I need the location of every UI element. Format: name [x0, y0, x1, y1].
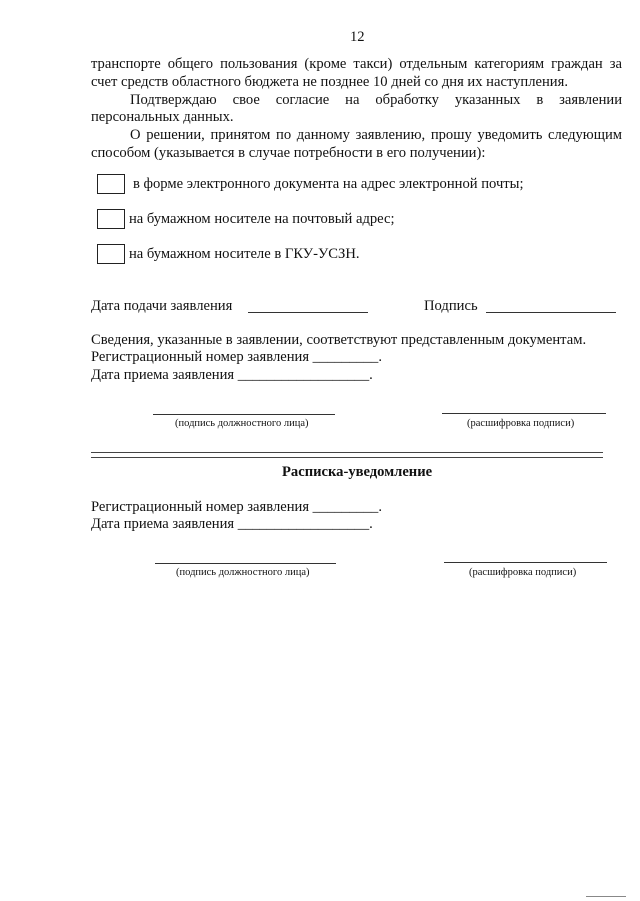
option-email-label: в форме электронного документа на адрес электронной почты; — [133, 176, 524, 192]
decision-line-1: О решении, принятом по данному заявлению, прошу уведомить следующим — [130, 127, 622, 143]
receipt-title: Расписка-уведомление — [282, 464, 433, 480]
double-separator — [91, 452, 603, 458]
option-post-checkbox[interactable] — [97, 209, 125, 229]
submission-date-line[interactable] — [248, 312, 368, 313]
registration-number: Регистрационный номер заявления _________. — [91, 349, 383, 365]
submission-date-label: Дата подачи заявления — [91, 298, 233, 314]
intro-line-1: транспорте общего пользования (кроме такси) отдельным категориям граждан за — [91, 56, 622, 72]
intro-line-2: счет средств областного бюджета не позднее 10 дней со дня их наступления. — [91, 74, 568, 90]
option-office-checkbox[interactable] — [97, 244, 125, 264]
signature-line[interactable] — [486, 312, 616, 313]
decision-line-2: способом (указывается в случае потребности в его получении): — [91, 145, 486, 161]
receipt-acceptance-date: Дата приема заявления __________________. — [91, 516, 373, 532]
receipt-decode-signature-caption: (расшифровка подписи) — [469, 567, 577, 578]
decode-signature-line[interactable] — [442, 413, 606, 414]
receipt-decode-signature-line[interactable] — [444, 562, 607, 563]
decode-signature-caption: (расшифровка подписи) — [467, 418, 575, 429]
option-post-label: на бумажном носителе на почтовый адрес; — [129, 211, 395, 227]
receipt-registration-number: Регистрационный номер заявления _________. — [91, 499, 383, 515]
signature-label: Подпись — [424, 298, 478, 314]
page-number: 12 — [350, 29, 365, 45]
acceptance-date: Дата приема заявления __________________. — [91, 367, 373, 383]
receipt-official-signature-caption: (подпись должностного лица) — [176, 567, 310, 578]
option-office-label: на бумажном носителе в ГКУ-УСЗН. — [129, 246, 360, 262]
option-email-checkbox[interactable] — [97, 174, 125, 194]
verification-statement: Сведения, указанные в заявлении, соответствуют представленным документам. — [91, 332, 587, 348]
official-signature-caption: (подпись должностного лица) — [175, 418, 309, 429]
scan-artifact-line — [586, 896, 626, 897]
consent-line-1: Подтверждаю свое согласие на обработку указанных в заявлении — [130, 92, 622, 108]
consent-line-2: персональных данных. — [91, 109, 234, 125]
